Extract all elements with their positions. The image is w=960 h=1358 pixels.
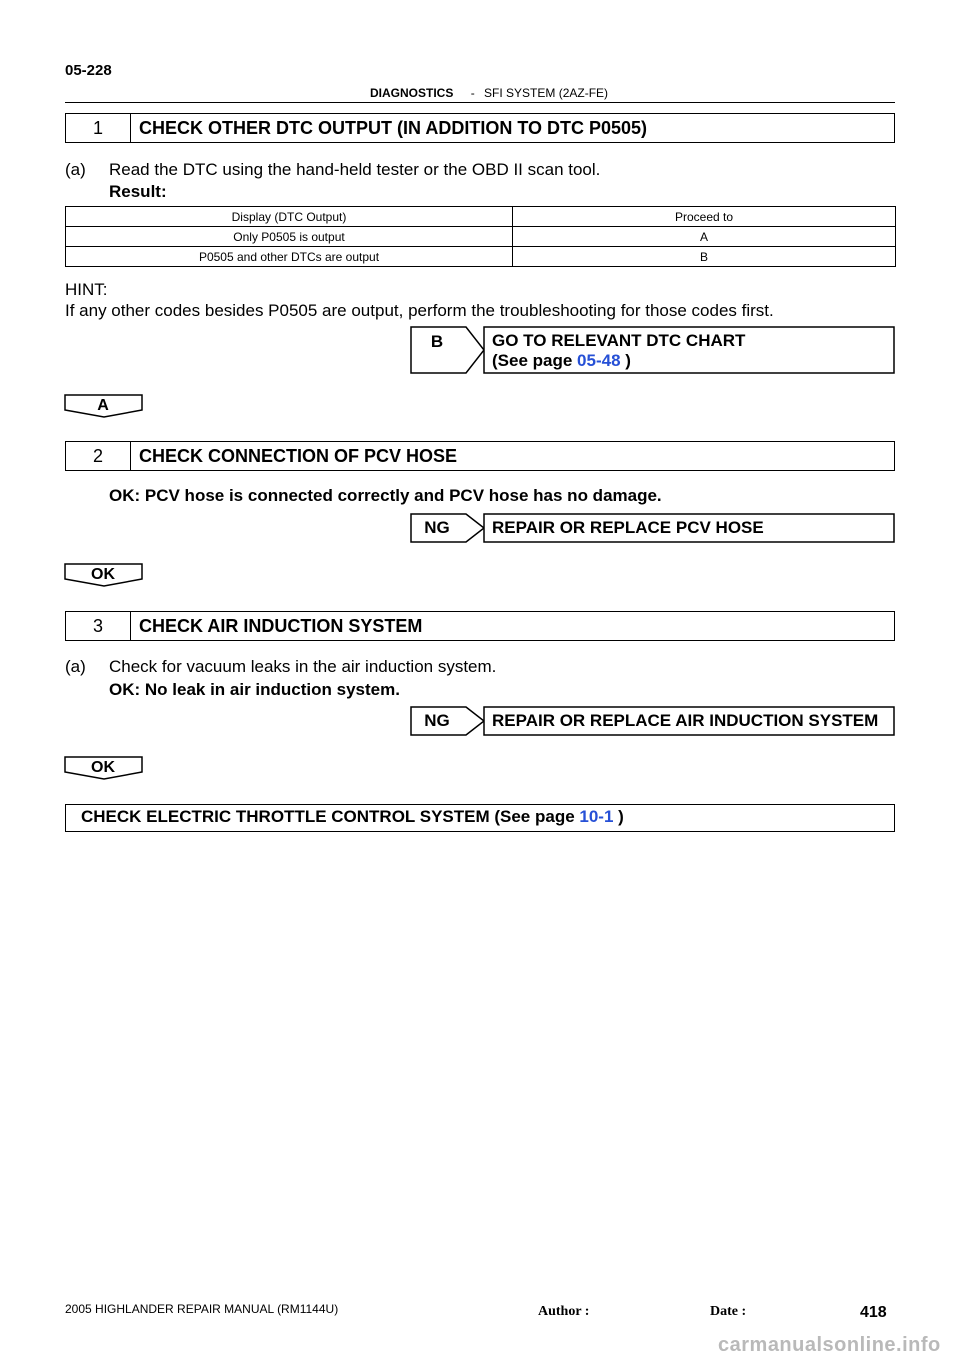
step-3-branch (410, 706, 896, 736)
branch-action-line1: GO TO RELEVANT DTC CHART (492, 331, 746, 350)
step-1-title: CHECK OTHER DTC OUTPUT (IN ADDITION TO DTC P0505) (139, 118, 648, 138)
table-row (66, 227, 896, 247)
final-step-box (65, 804, 895, 832)
table-header-cell: Proceed to (513, 207, 896, 227)
subsection-title: SFI SYSTEM (2AZ-FE) (484, 86, 609, 100)
table-cell: Only P0505 is output (66, 227, 513, 247)
flow-tab-ok (64, 563, 144, 587)
table-row (66, 247, 896, 267)
see-page-suffix: ) (620, 351, 631, 370)
final-step-suffix: ) (613, 807, 624, 826)
hint-text: If any other codes besides P0505 are output, perform the troubleshooting for those codes first. (65, 301, 774, 320)
flow-tab-label: A (97, 397, 109, 414)
see-page-prefix: (See page (492, 351, 578, 370)
flow-tab-a (64, 394, 144, 418)
step-3-title: CHECK AIR INDUCTION SYSTEM (139, 616, 423, 636)
manual-title: 2005 HIGHLANDER REPAIR MANUAL (RM1144U) (65, 1302, 339, 1316)
step-3-instruction-label: (a) (65, 657, 86, 676)
page-code: 05-228 (65, 62, 112, 79)
step-3-number: 3 (66, 612, 131, 640)
page-link[interactable]: 05-48 (577, 351, 621, 370)
table-header-row (66, 207, 896, 227)
branch-code: NG (424, 711, 450, 730)
final-step-prefix: CHECK ELECTRIC THROTTLE CONTROL SYSTEM (See page (81, 807, 580, 826)
branch-action-line2 (492, 351, 745, 371)
step-1-instruction-label: (a) (65, 160, 86, 179)
step-1-instruction: Read the DTC using the hand-held tester or the OBD II scan tool. (109, 160, 601, 179)
final-step-text (81, 807, 624, 827)
header-rule (65, 102, 895, 103)
flow-tab-ok (64, 756, 144, 780)
branch-code: B (430, 332, 444, 351)
table-cell: P0505 and other DTCs are output (66, 247, 513, 267)
page-number: 418 (860, 1304, 887, 1321)
watermark: carmanualsonline.info (718, 1334, 941, 1356)
section-header (370, 86, 608, 100)
step-1-branch (410, 326, 896, 374)
branch-code: NG (424, 518, 450, 537)
step-2-title: CHECK CONNECTION OF PCV HOSE (139, 446, 458, 466)
step-2-box (65, 441, 895, 471)
table-cell: A (513, 227, 896, 247)
flow-tab-label: OK (91, 566, 115, 583)
header-separator: - (470, 86, 475, 100)
section-title: DIAGNOSTICS (370, 86, 454, 100)
step-1-number: 1 (66, 114, 131, 142)
step-2-ok-text: OK: PCV hose is connected correctly and PCV hose has no damage. (109, 486, 662, 505)
table-cell: B (513, 247, 896, 267)
date-label: Date : (710, 1304, 747, 1319)
flow-tab-label: OK (91, 759, 115, 776)
branch-action: REPAIR OR REPLACE PCV HOSE (492, 518, 764, 537)
branch-action (492, 331, 745, 371)
result-label: Result: (109, 182, 167, 201)
step-3-box (65, 611, 895, 641)
author-label: Author : (538, 1304, 590, 1319)
page-link[interactable]: 10-1 (579, 807, 614, 826)
step-2-branch (410, 513, 896, 543)
result-table (65, 206, 896, 267)
step-2-number: 2 (66, 442, 131, 470)
branch-action: REPAIR OR REPLACE AIR INDUCTION SYSTEM (492, 711, 879, 730)
step-3-ok-text: OK: No leak in air induction system. (109, 680, 400, 699)
step-3-instruction: Check for vacuum leaks in the air induction system. (109, 657, 497, 676)
table-header-cell: Display (DTC Output) (66, 207, 513, 227)
hint-label: HINT: (65, 280, 108, 299)
step-1-box (65, 113, 895, 143)
